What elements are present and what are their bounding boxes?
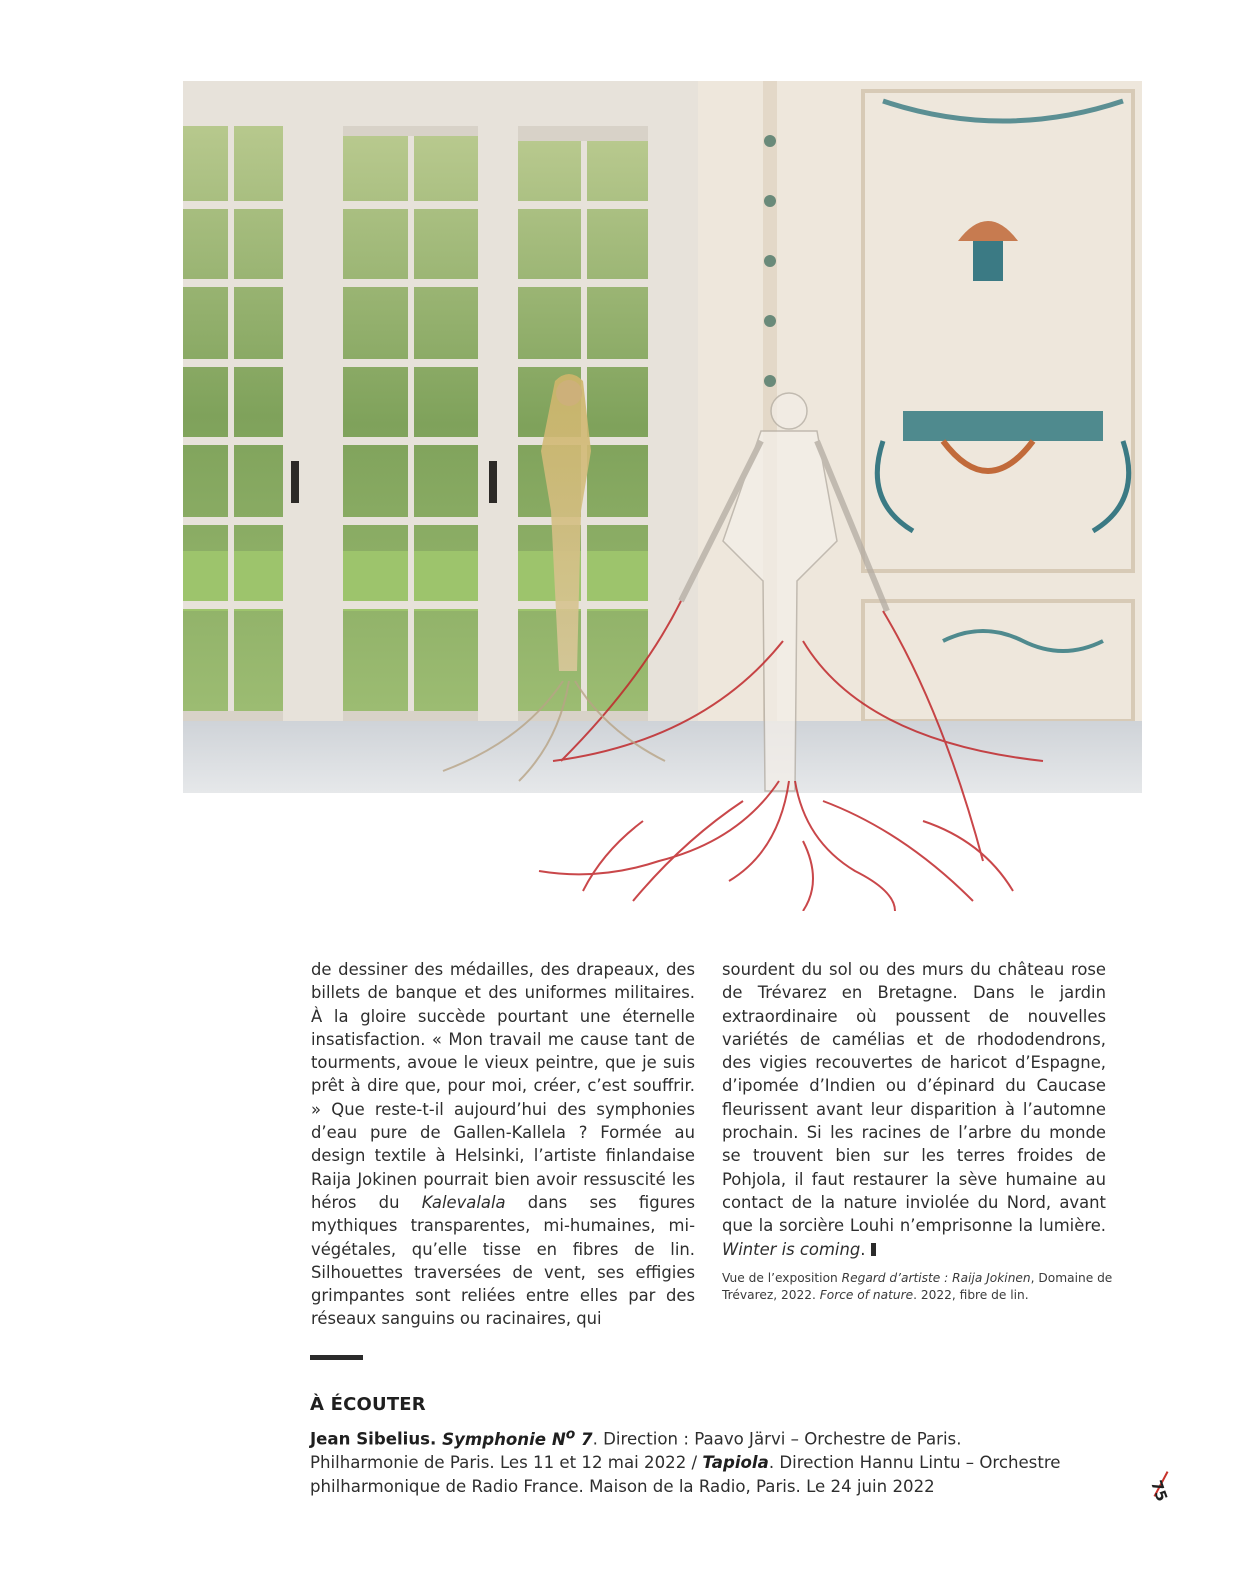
section-divider xyxy=(310,1355,363,1360)
article-column-left xyxy=(311,958,695,1331)
exhibition-photo xyxy=(183,81,1142,911)
article-paragraph: sourdent du sol ou des murs du château rose de Trévarez en Bretagne. Dans le jardin extraordinaire où poussent de nouvelles variétés de camélias et de rhododendrons, des vigies recouvertes de haricot d’Espagne, d’ipomée d’Indien ou d’épinard du Caucase fleurissent avant leur disparition à l’automne prochain. Si les racines de l’arbre du monde se trouvent bien sur les terres froides de Pohjola, il faut restaurer la sève humaine au contact de la nature inviolée du Nord, avant que la sorcière Louhi n’emprisonne la lumière. Winter is coming. xyxy=(722,960,1106,1259)
listen-heading: À ÉCOUTER xyxy=(310,1394,426,1415)
page-number: 75 xyxy=(1147,1478,1172,1504)
listen-details: Jean Sibelius. Symphonie $N^o$ 7. Direction : Paavo Järvi – Orchestre de Paris. Philharmonie de Paris. Les 11 et 12 mai 2022 / Tapiola. Direction Hannu Lintu – Orchestre philharmonique de Radio France. Maison de la Radio, Paris. Le 24 juin 2022 xyxy=(310,1426,1061,1496)
page-number-marker xyxy=(1147,1466,1192,1506)
end-of-article-mark xyxy=(871,1243,876,1256)
article-paragraph: de dessiner des médailles, des drapeaux, des billets de banque et des uniformes militaires. À la gloire succède pourtant une éternelle insatisfaction. « Mon travail me cause tant de tourments, avoue le vieux peintre, que je suis prêt à dire que, pour moi, créer, c’est souffrir. » Que reste-t-il aujourd’hui des symphonies d’eau pure de Gallen-Kallela ? Formée au design textile à Helsinki, l’artiste finlandaise Raija Jokinen pourrait bien avoir ressuscité les héros du Kalevalala dans ses figures mythiques transparentes, mi-humaines, mi-végétales, qu’elle tisse en fibres de lin. Silhouettes traversées de vent, ses effigies grimpantes sont reliées entre elles par des réseaux sanguins ou racinaires, qui xyxy=(311,960,695,1329)
article-column-right xyxy=(722,958,1106,1261)
photo-caption: Vue de l’exposition Regard d’artiste : Raija Jokinen, Domaine de Trévarez, 2022. Force of nature. 2022, fibre de lin. xyxy=(722,1271,1113,1302)
